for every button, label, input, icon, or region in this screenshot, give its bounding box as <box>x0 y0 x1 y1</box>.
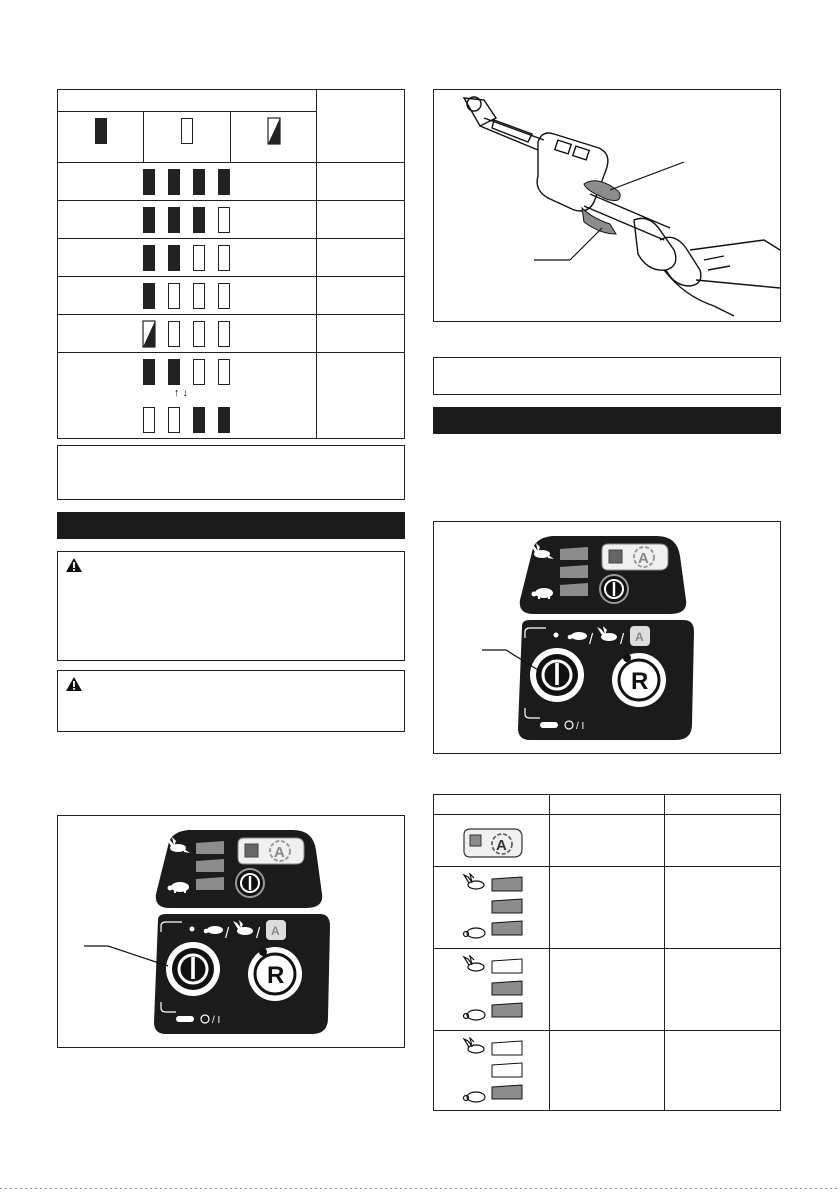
table-header <box>664 795 780 815</box>
svg-text:R: R <box>267 962 285 989</box>
table-header-indicator <box>58 90 317 112</box>
table-row <box>58 201 317 239</box>
battery-indicator-table <box>57 89 405 439</box>
table-row <box>58 277 317 315</box>
table-header <box>434 795 550 815</box>
speed-indicator-icon <box>458 955 528 1027</box>
lamp-2 <box>168 321 180 347</box>
auto-mode-icon <box>462 827 524 859</box>
svg-text:R: R <box>631 668 649 695</box>
header-off-lamp <box>144 112 230 163</box>
svg-text:A: A <box>271 924 280 938</box>
svg-text:/ I: / I <box>212 1015 221 1026</box>
svg-text:/: / <box>225 925 230 942</box>
table-cell-remaining <box>316 201 404 239</box>
alternating-arrows: ↑ ↓ <box>174 387 189 399</box>
figure-control-panel <box>433 521 781 754</box>
svg-text:/: / <box>620 631 625 648</box>
blinking-lamp-icon <box>267 117 281 145</box>
lamp-3 <box>193 283 205 309</box>
figure-control-panel <box>57 815 405 1048</box>
lamp-2 <box>168 359 180 385</box>
lamp-2-alt <box>168 407 180 433</box>
svg-text:A: A <box>274 844 285 861</box>
lamp-3 <box>193 321 205 347</box>
table-cell-remaining <box>316 315 404 353</box>
svg-text:A: A <box>496 837 507 854</box>
svg-text:/: / <box>256 925 261 942</box>
table-cell <box>550 815 664 867</box>
warning-box <box>57 670 405 732</box>
table-row <box>58 239 317 277</box>
lamp-1 <box>143 245 155 271</box>
table-row <box>58 163 317 201</box>
lamp-4 <box>218 283 230 309</box>
tool-grip-illustration <box>434 90 780 321</box>
warning-icon <box>65 676 83 692</box>
lamp-1 <box>143 283 155 309</box>
lamp-4 <box>218 169 230 195</box>
table-cell <box>550 949 664 1031</box>
warning-icon <box>65 557 83 573</box>
section-heading-bar <box>57 512 405 539</box>
speed-indicator-icon <box>458 1037 528 1109</box>
table-row-speed-low <box>434 1031 550 1111</box>
figure-tool-grip <box>433 89 781 322</box>
lamp-3 <box>193 245 205 271</box>
table-row-auto <box>434 815 550 867</box>
table-cell <box>664 867 780 949</box>
warning-box <box>57 551 405 661</box>
table-cell-remaining <box>316 277 404 315</box>
note-box <box>433 357 781 395</box>
lamp-2 <box>168 245 180 271</box>
note-box <box>57 445 405 500</box>
lamp-4-alt <box>218 407 230 433</box>
mode-indicator-table <box>433 794 781 1111</box>
table-cell-remaining <box>316 163 404 201</box>
svg-text:A: A <box>635 630 644 644</box>
page-footer-rule <box>0 1188 840 1189</box>
lamp-3 <box>193 359 205 385</box>
table-cell <box>550 1031 664 1111</box>
lamp-1 <box>143 169 155 195</box>
table-cell <box>664 815 780 867</box>
table-row-speed-high <box>434 867 550 949</box>
table-cell <box>664 1031 780 1111</box>
table-header <box>550 795 664 815</box>
svg-text:/: / <box>589 631 594 648</box>
svg-text:/ I: / I <box>576 721 585 732</box>
control-panel-illustration <box>434 522 780 753</box>
speed-indicator-icon <box>458 873 528 945</box>
table-header-remaining <box>316 90 404 163</box>
lamp-2 <box>168 169 180 195</box>
lamp-2 <box>168 207 180 233</box>
lamp-3 <box>193 207 205 233</box>
lamp-1 <box>143 359 155 385</box>
lamp-4 <box>218 321 230 347</box>
section-heading-bar <box>433 407 781 434</box>
table-cell-remaining <box>316 353 404 439</box>
lamp-3-alt <box>193 407 205 433</box>
off-lamp-icon <box>181 118 193 144</box>
table-row-speed-mid <box>434 949 550 1031</box>
lamp-4 <box>218 245 230 271</box>
table-row <box>58 353 317 439</box>
control-panel-illustration <box>58 816 404 1047</box>
header-lit-lamp <box>58 112 144 163</box>
table-row <box>58 315 317 353</box>
lamp-2 <box>168 283 180 309</box>
lit-lamp-icon <box>95 118 107 144</box>
table-cell <box>550 867 664 949</box>
lamp-4 <box>218 207 230 233</box>
blinking-lamp-icon <box>142 320 156 348</box>
table-cell <box>664 949 780 1031</box>
lamp-4 <box>218 359 230 385</box>
table-cell-remaining <box>316 239 404 277</box>
lamp-1-alt <box>143 407 155 433</box>
svg-text:A: A <box>638 550 649 567</box>
lamp-1 <box>143 207 155 233</box>
header-blink-lamp <box>230 112 316 163</box>
lamp-3 <box>193 169 205 195</box>
